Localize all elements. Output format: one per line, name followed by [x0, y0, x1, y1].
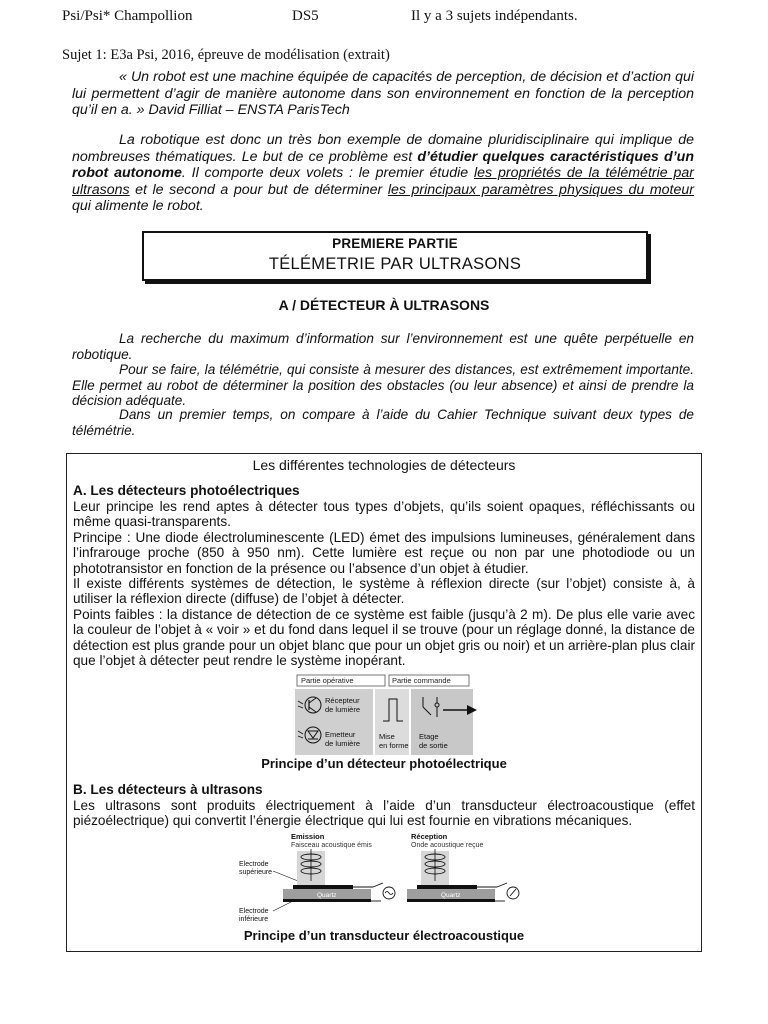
tech-paragraph: Leur principe les rend aptes à détecter tous types d’objets, qu’ils soient opaques, réfléchissants ou même quasi-transparents. [73, 499, 695, 530]
label-operative: Partie opérative [301, 676, 354, 685]
transducer-caption: Principe d’un transducteur électroacoustique [243, 928, 525, 943]
tech-paragraph: Principe : Une diode électroluminescente (LED) émet des impulsions lumineuses, généralement dans l’infrarouge proche (850 à 950 nm). Cette lumière est reçue ou non par une photodiode ou un phototransistor en fonction de la présence ou l’absence d’un objet à étudier. [73, 530, 695, 576]
reception-label: Réception [411, 832, 448, 841]
part-title-box [142, 231, 648, 281]
part-supertitle: PREMIERE PARTIE [332, 236, 458, 251]
intro-underline: les principaux paramètres physiques du moteur [387, 181, 694, 198]
quartz-label: Quartz [441, 892, 461, 899]
reception-sub: Onde acoustique reçue [411, 842, 484, 849]
intro-text: . Il comporte deux volets : le premier étudie [181, 165, 475, 182]
receiver-label: de lumière [325, 705, 361, 714]
top-electrode-label: Electrode [239, 861, 269, 868]
intro-text: La robotique est donc un très bon exemple de domaine pluridisciplinaire qui implique de nombreuses thématiques. Le but de ce problème est [72, 132, 694, 165]
emission-sub: Faisceau acoustique émis [291, 842, 372, 849]
bottom-electrode-label: Electrode [239, 908, 269, 915]
emitter-label: Emetteur [325, 730, 356, 739]
part-title: TÉLÉMETRIE PAR ULTRASONS [268, 255, 522, 273]
header-left: Psi/Psi* Champollion [62, 8, 193, 24]
body-paragraph: Dans un premier temps, on compare à l’aide du Cahier Technique suivant deux types de télémétrie. [72, 407, 694, 438]
intro-paragraph [72, 132, 694, 215]
shaping-label: Mise [379, 732, 395, 741]
emission-label: Emission [291, 832, 325, 841]
section-b-heading: B. Les détecteurs à ultrasons [73, 782, 263, 797]
tech-paragraph: Points faibles : la distance de détection de ce système est faible (jusqu’à 2 m). De plus elle varie avec la couleur de l’objet à « voir » et du fond dans lequel il se trouve (pour un réglage donné, la distance de détection est plus grande pour un objet blanc que pour un objet gris ou noir) et un arrière-plan plus clair que l’objet à détecter peut rendre le système inopérant. [73, 607, 695, 669]
intro-bold: d’étudier quelques caractéristiques d’un robot autonome [72, 148, 694, 182]
header-right: Il y a 3 sujets indépendants. [411, 8, 578, 24]
output-label: de sortie [419, 741, 448, 750]
receiver-label: Récepteur [325, 696, 360, 705]
quartz-label: Quartz [317, 892, 337, 899]
intro-text: et le second a pour but de déterminer [129, 181, 388, 198]
top-electrode-label: supérieure [239, 869, 273, 876]
body-paragraph: La recherche du maximum d’information sur l’environnement est une quête perpétuelle en robotique. [72, 331, 694, 362]
header-center: DS5 [292, 8, 319, 24]
emitter-label: de lumière [325, 739, 361, 748]
shaping-label: en forme [379, 741, 409, 750]
quote-paragraph: « Un robot est une machine équipée de capacités de perception, de décision et d’action qui lui permettent d’agir de manière autonome dans son environnement en fonction de la perception qu’il en a. » David Filliat – ENSTA ParisTech [72, 69, 694, 119]
photoelectric-diagram [295, 673, 509, 757]
output-label: Etage [419, 732, 439, 741]
tech-paragraph: Les ultrasons sont produits électriquement à l’aide d’un transducteur électroacoustique (effet piézoélectrique) qui convertit l’énergie électrique qui lui est fournie en vibrations mécaniques. [73, 798, 695, 829]
intro-underline: les propriétés de la télémétrie par ultrasons [72, 165, 694, 198]
transducer-diagram [235, 831, 535, 927]
tech-box-title: Les différentes technologies de détecteurs [252, 457, 516, 473]
bottom-electrode-label: inférieure [239, 916, 269, 923]
subject-line: Sujet 1: E3a Psi, 2016, épreuve de modélisation (extrait) [62, 47, 390, 63]
section-a-heading: A. Les détecteurs photoélectriques [73, 483, 300, 498]
section-a-title: A / DÉTECTEUR À ULTRASONS [278, 297, 490, 313]
tech-box [66, 453, 702, 952]
photo-caption: Principe d’un détecteur photoélectrique [261, 756, 507, 771]
tech-paragraph: Il existe différents systèmes de détection, le système à réflexion directe (sur l’objet) consiste à, à utiliser la réflexion directe (diffuse) de l’objet à détecter. [73, 576, 695, 607]
label-command: Partie commande [392, 676, 451, 685]
body-paragraph: Pour se faire, la télémétrie, qui consiste à mesurer des distances, est extrêmement importante. Elle permet au robot de déterminer la position des obstacles (ou leur absence) et ainsi de prendre la décision adéquate. [72, 362, 694, 409]
intro-text: qui alimente le robot. [72, 198, 204, 215]
